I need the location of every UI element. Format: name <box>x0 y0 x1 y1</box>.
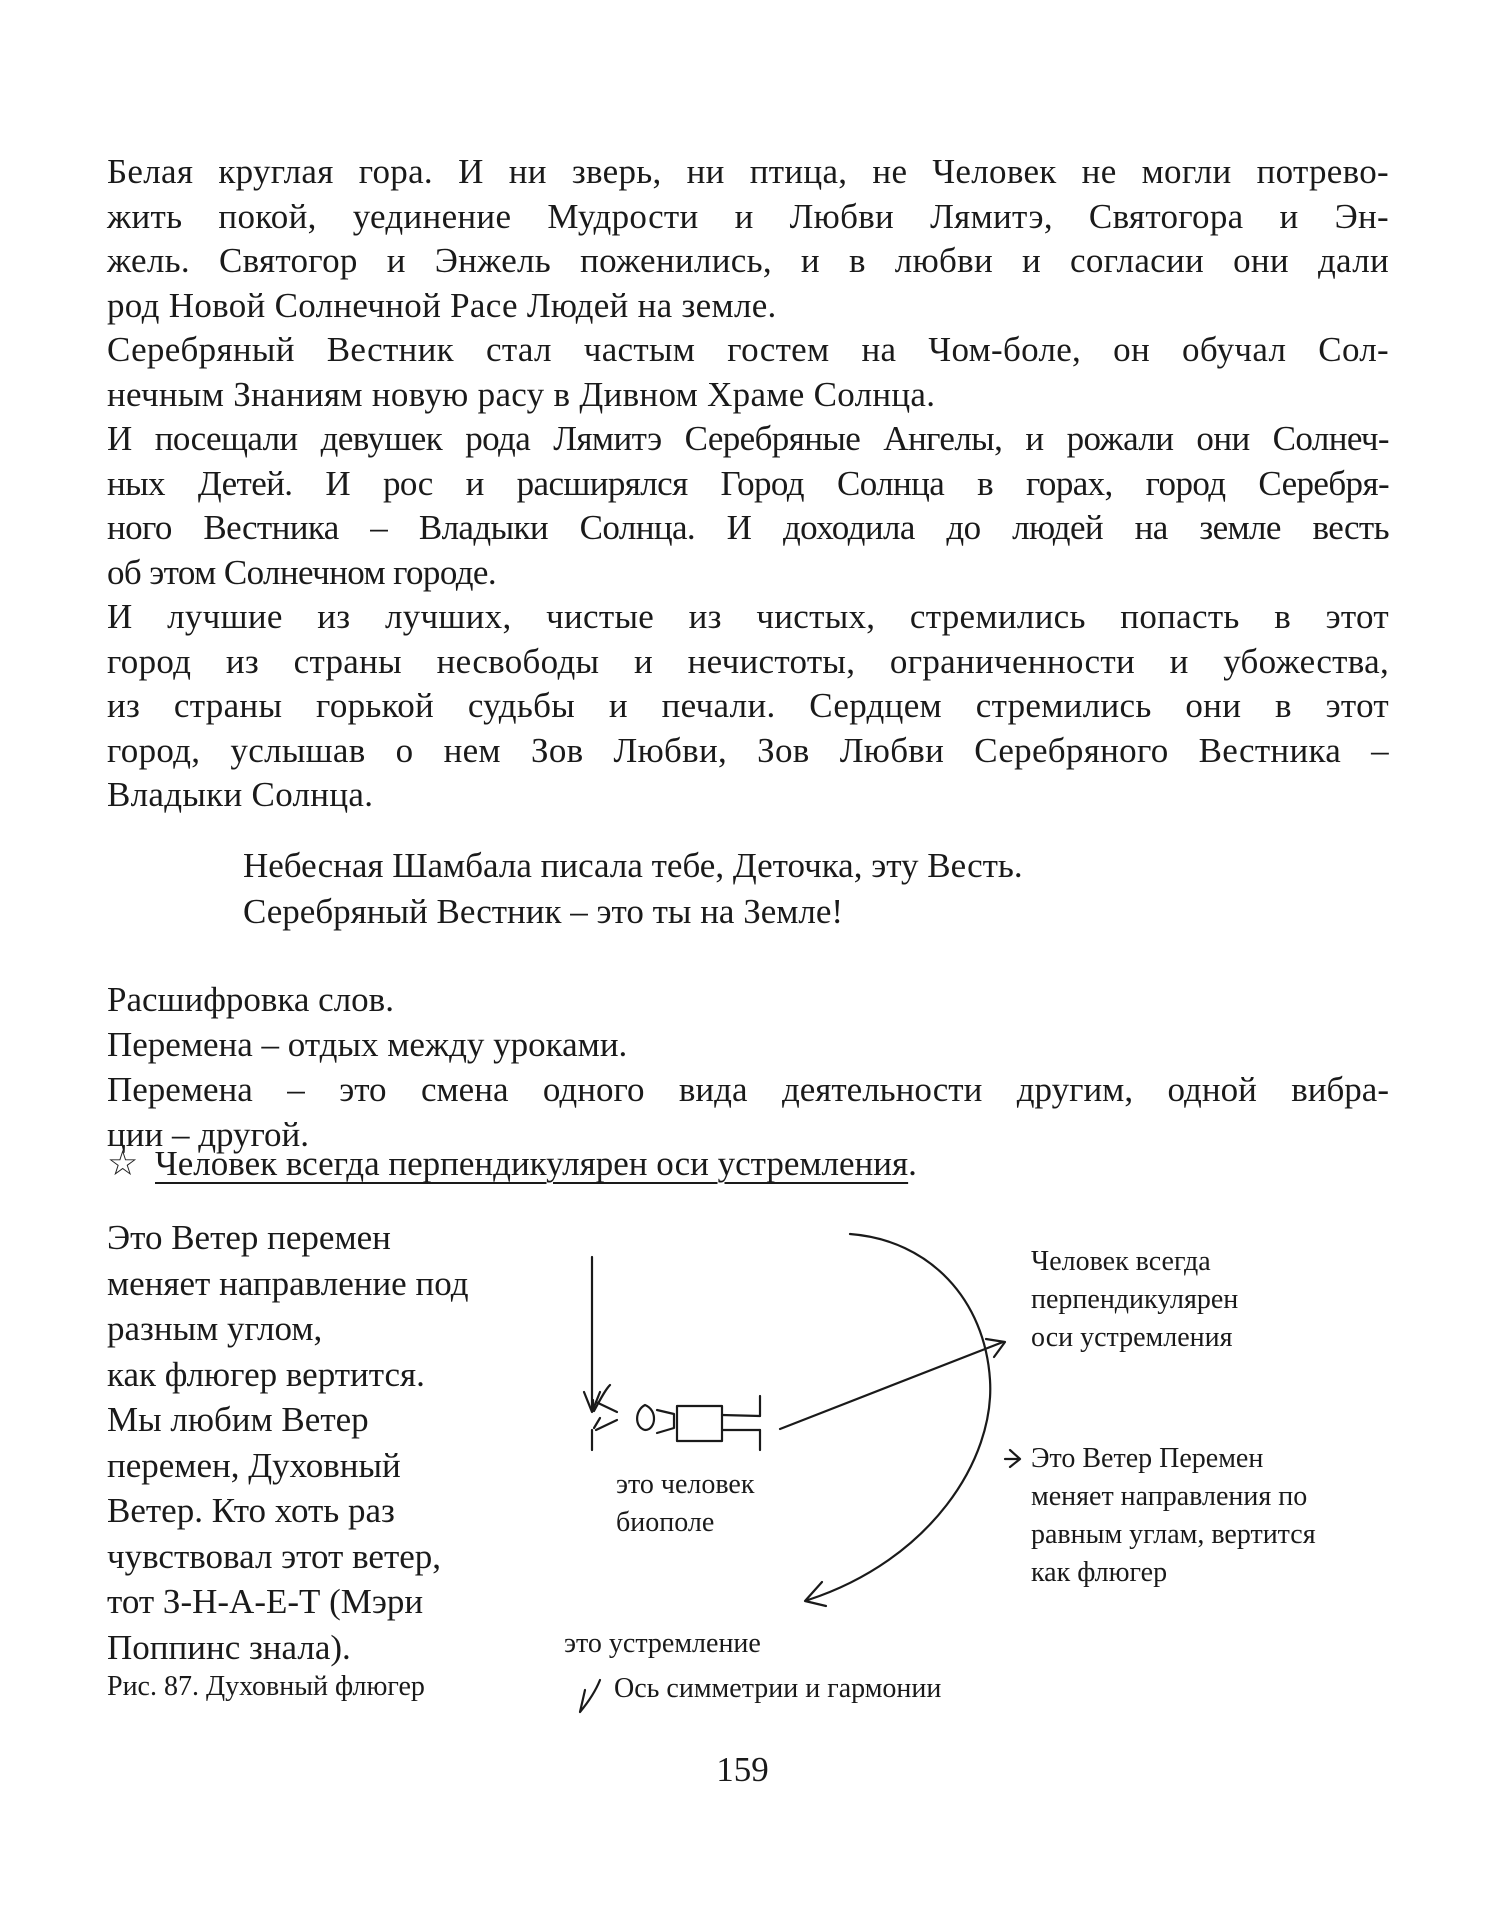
sidebar-line: чувствовал этот ветер, <box>107 1536 442 1576</box>
quote-line: Серебряный Вестник – это ты на Земле! <box>243 892 844 931</box>
statement-period: . <box>908 1144 917 1183</box>
text-line: Владыки Солнца. <box>107 775 374 814</box>
sidebar-line: тот З-Н-А-Е-Т (Мэри <box>107 1582 424 1621</box>
sidebar-line: Это Ветер перемен <box>107 1218 391 1257</box>
text-line: И лучшие из лучших, чистые из чистых, стремились попасть в этот <box>107 597 1389 636</box>
figure-caption: Рис. 87. Духовный флюгер <box>107 1671 425 1702</box>
perpendicular-pointer-line <box>780 1342 1003 1429</box>
text-line: Серебряный Вестник стал частым гостем на Чом-боле, он обучал Сол- <box>107 330 1389 369</box>
bottom-arrow <box>580 1680 600 1712</box>
diagram-label-line: Человек всегда <box>1031 1246 1211 1277</box>
quote-line: Небесная Шамбала писала тебе, Деточка, эту Весть. <box>243 846 1023 885</box>
text-line: город, услышав о нем Зов Любви, Зов Любви Серебряного Вестника – <box>107 730 1389 770</box>
glossary-line: Перемена – отдых между уроками. <box>107 1025 628 1064</box>
sidebar-line: Мы любим Ветер <box>107 1400 369 1439</box>
diagram-label-line: равным углам, вертится <box>1031 1519 1316 1550</box>
diagram-label-line: Это Ветер Перемен <box>1031 1443 1264 1474</box>
diagram-label-line: перпендикулярен <box>1031 1284 1239 1315</box>
text-line: Белая круглая гора. И ни зверь, ни птица, не Человек не могли потрево- <box>107 152 1389 191</box>
page-number: 159 <box>716 1750 769 1789</box>
text-line: ного Вестника – Владыки Солнца. И доходила до людей на земле весть <box>107 508 1389 547</box>
text-line: род Новой Солнечной Расе Людей на земле. <box>107 285 777 325</box>
person-label <box>616 1466 754 1542</box>
text-line: город из страны несвободы и нечистоты, ограниченности и убожества, <box>107 641 1389 681</box>
diagram-label-line: как флюгер <box>1031 1557 1168 1588</box>
sidebar-line: перемен, Духовный <box>107 1445 401 1485</box>
wind-arc <box>808 1234 990 1600</box>
diagram-label-line: биополе <box>616 1507 715 1538</box>
wind-label <box>1031 1440 1316 1592</box>
glossary-heading: Расшифровка слов. <box>107 980 394 1019</box>
diagram-label-line: меняет направления по <box>1031 1481 1308 1512</box>
diagram-label-line: оси устремления <box>1031 1322 1233 1353</box>
sidebar-line: разным углом, <box>107 1309 323 1348</box>
text-line: об этом Солнечном городе. <box>107 552 497 592</box>
glossary-line: ции – другой. <box>107 1115 310 1154</box>
text-line: из страны горькой судьбы и печали. Сердцем стремились они в этот <box>107 686 1389 725</box>
perpendicular-label <box>1031 1243 1238 1357</box>
diagram-label-line: это человек <box>616 1469 755 1500</box>
sidebar-line: Ветер. Кто хоть раз <box>107 1491 395 1530</box>
text-line: И посещали девушек рода Лямитэ Серебряные Ангелы, и рожали они Солнеч- <box>107 419 1389 458</box>
text-line: жель. Святогор и Энжель поженились, и в любви и согласии они дали <box>107 241 1389 280</box>
axis-label: Ось симметрии и гармонии <box>614 1673 942 1704</box>
text-line: нечным Знаниям новую расу в Дивном Храме Солнца. <box>107 374 936 414</box>
sidebar-line: как флюгер вертится. <box>107 1354 425 1394</box>
sidebar-line: меняет направление под <box>107 1263 469 1303</box>
text-line: ных Детей. И рос и расширялся Город Солнца в горах, город Серебря- <box>107 463 1389 503</box>
text-line: жить покой, уединение Мудрости и Любви Лямитэ, Святогора и Эн- <box>107 196 1389 236</box>
underlined-statement: Человек всегда перпендикулярен оси устремления <box>155 1144 909 1183</box>
sidebar-line: Поппинс знала). <box>107 1627 351 1667</box>
glossary-line: Перемена – это смена одного вида деятельности другим, одной вибра- <box>107 1070 1389 1109</box>
person-figure-icon <box>593 1385 760 1450</box>
star-icon: ☆ <box>107 1144 139 1183</box>
aspiration-label: это устремление <box>564 1628 761 1659</box>
